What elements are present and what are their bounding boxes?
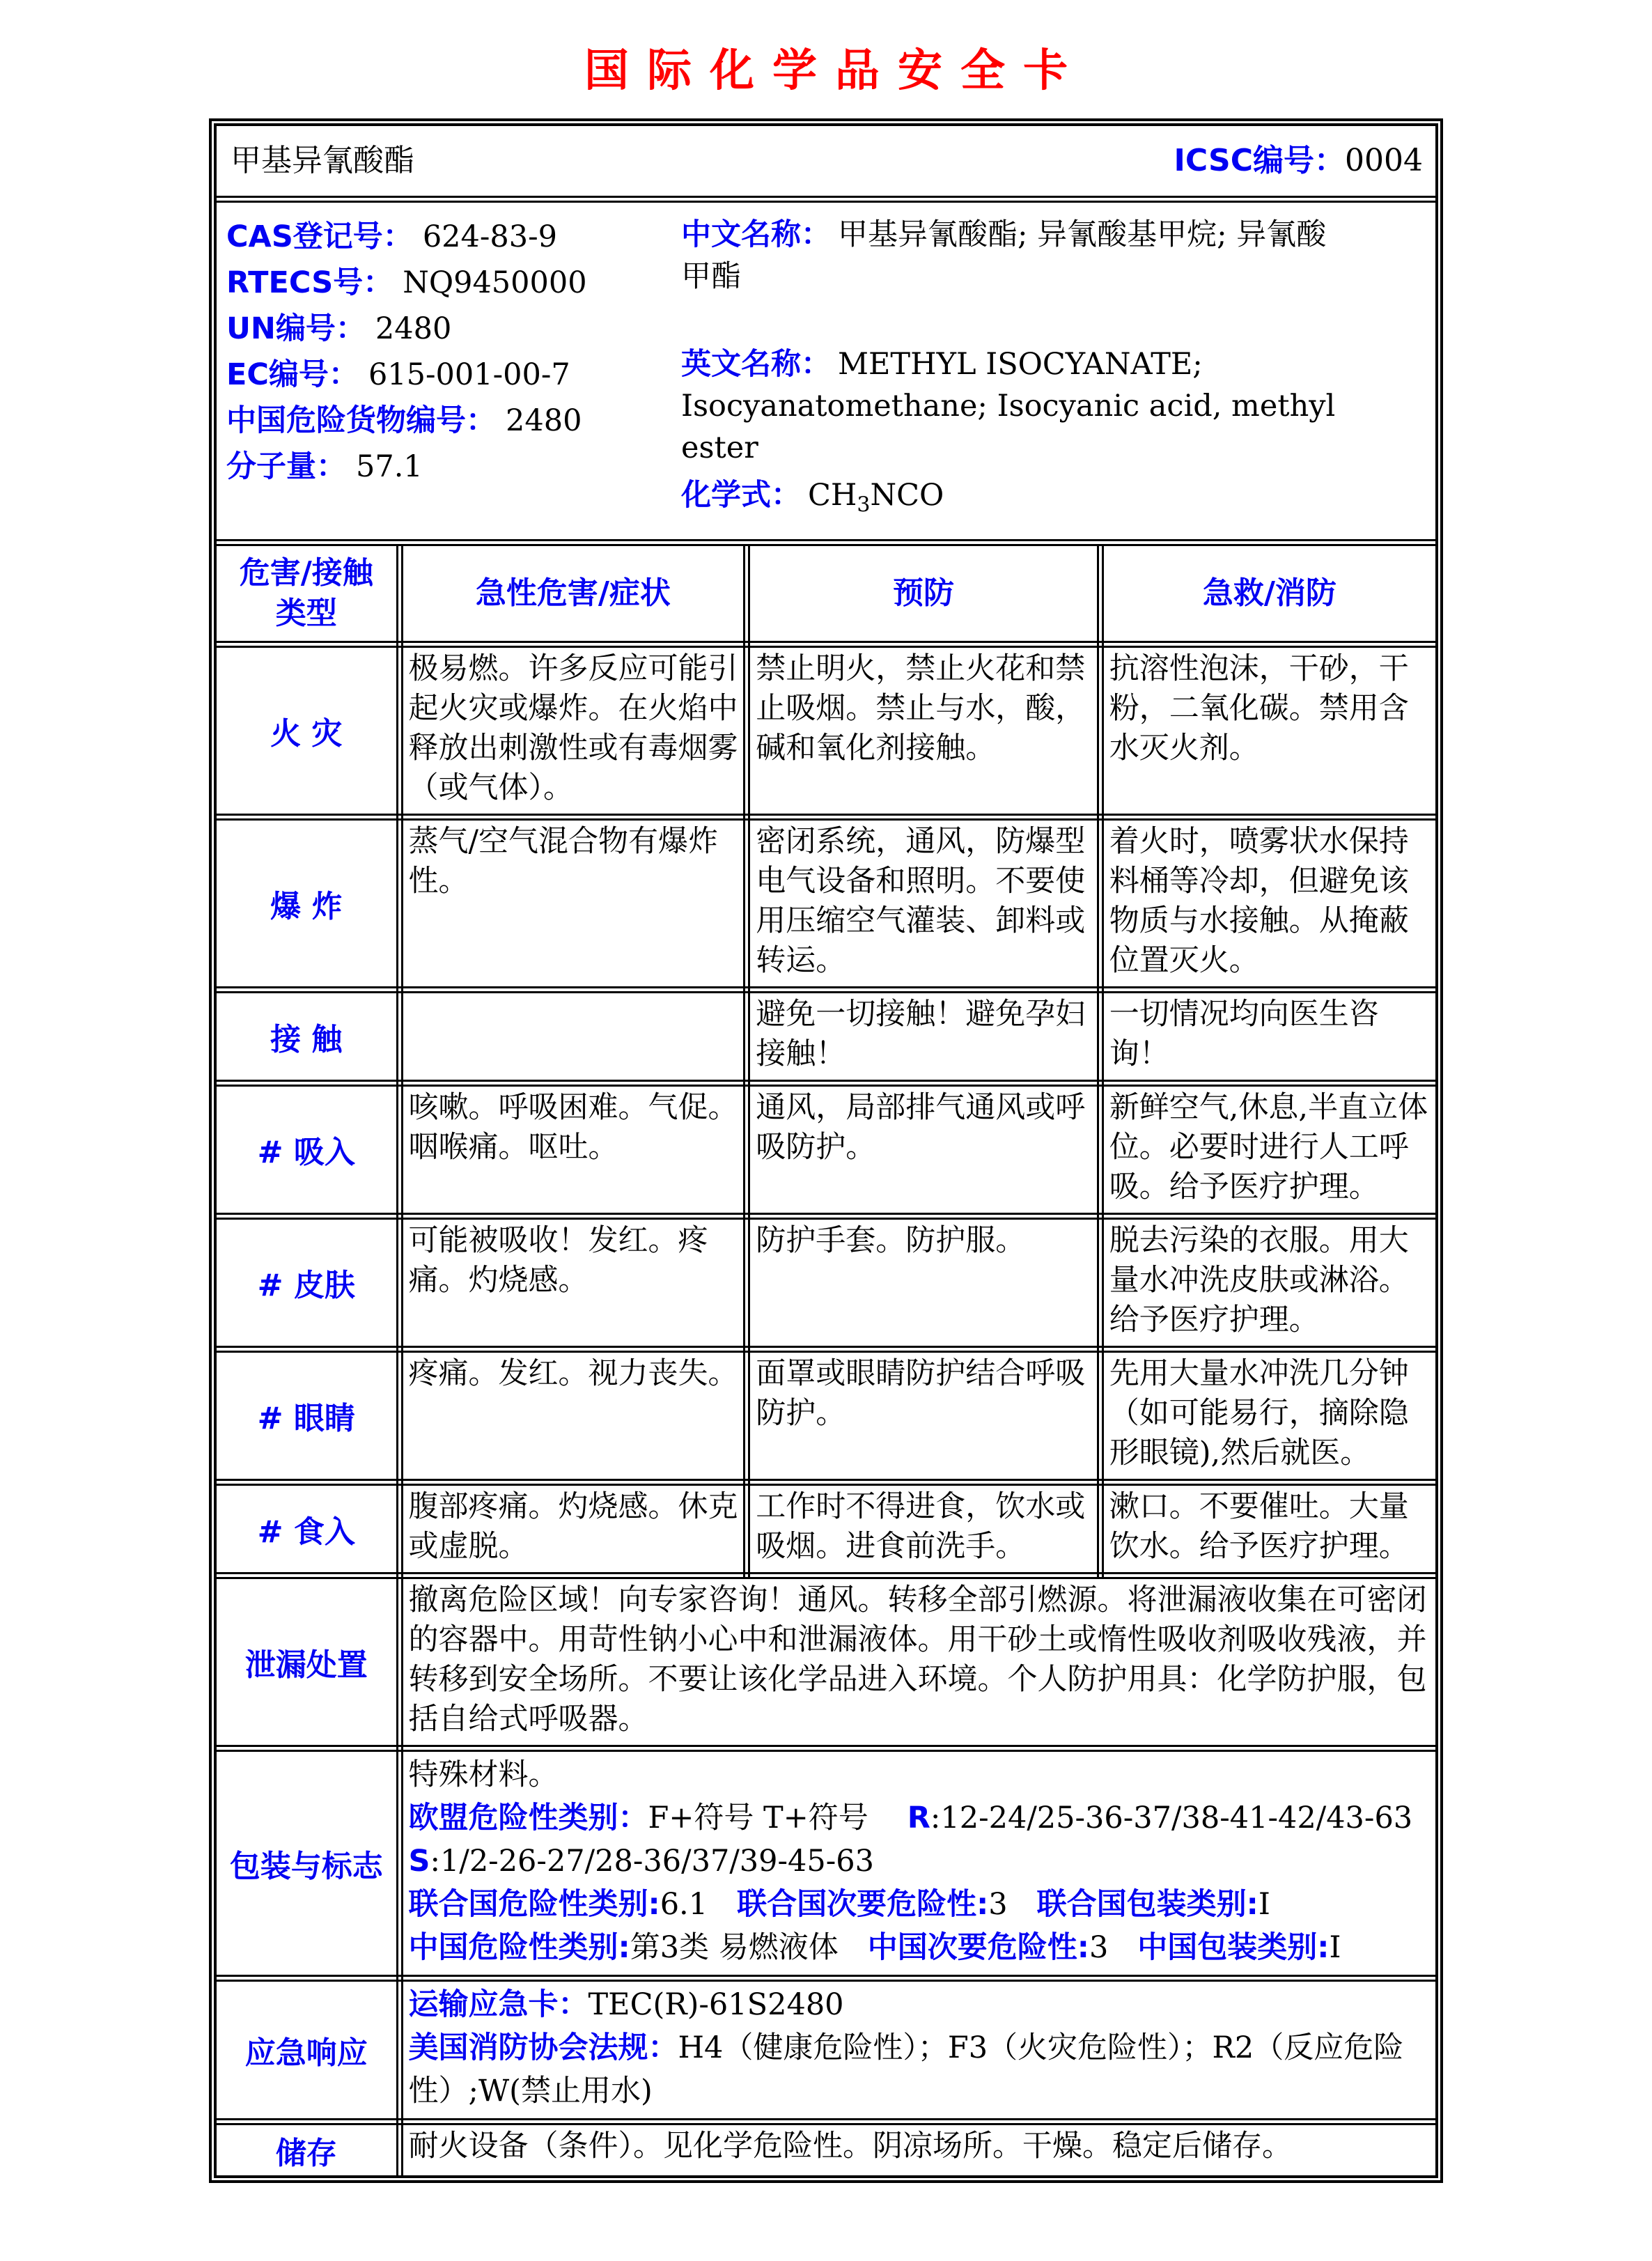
storage-row-label: 储存 <box>217 2122 400 2175</box>
un-subrisk-value: 3 <box>988 1886 1008 1922</box>
packaging-content <box>400 1748 1436 1978</box>
ingestion-symptoms: 腹部疼痛。灼烧感。休克或虚脱。 <box>400 1482 747 1576</box>
rtecs-value: NQ9450000 <box>403 265 587 300</box>
substance-name: 甲基异氰酸酯 <box>231 143 414 178</box>
cas-number-line <box>226 214 674 260</box>
fire-row-label: 火 灾 <box>217 644 400 817</box>
exposure-row <box>217 990 1435 1083</box>
inhalation-row-label: # 吸入 <box>217 1083 400 1216</box>
china-cargo-value: 2480 <box>506 403 582 438</box>
spill-row-label: 泄漏处置 <box>217 1576 400 1748</box>
cn-class-value: 第3类 易燃液体 <box>630 1929 839 1965</box>
spill-instructions: 撤离危险区域！向专家咨询！通风。转移全部引燃源。将泄漏液收集在可密闭的容器中。用苛性钠小心中和泄漏液体。用干砂土或惰性吸收剂吸收残液，并转移到安全场所。不要让该化学品进入环境。个人防护用具：化学防护服，包括自给式呼吸器。 <box>400 1576 1436 1748</box>
page-title: 国际化学品安全卡 <box>584 45 1086 97</box>
safety-card <box>209 118 1443 2183</box>
english-name-label: 英文名称： <box>681 347 831 382</box>
fire-firstaid: 抗溶性泡沫，干砂，干粉，二氧化碳。禁用含水灭火剂。 <box>1100 644 1435 817</box>
explosion-symptoms: 蒸气/空气混合物有爆炸性。 <box>400 817 747 990</box>
skin-prevention: 防护手套。防护服。 <box>747 1216 1100 1349</box>
formula-paragraph <box>681 474 1336 527</box>
inhalation-symptoms: 咳嗽。呼吸困难。气促。咽喉痛。呕吐。 <box>400 1083 747 1216</box>
explosion-prevention: 密闭系统，通风，防爆型电气设备和照明。不要使用压缩空气灌装、卸料或转运。 <box>747 817 1100 990</box>
ec-label: EC编号： <box>226 357 359 392</box>
fire-row <box>217 644 1435 817</box>
ec-number-line <box>226 352 674 398</box>
cn-class-label: 中国危险性类别: <box>408 1929 630 1965</box>
un-class-label: 联合国危险性类别: <box>408 1886 660 1922</box>
tec-label: 运输应急卡： <box>408 1987 589 2022</box>
cas-value: 624-83-9 <box>422 219 558 254</box>
storage-row <box>217 2122 1435 2175</box>
cn-packgroup-label: 中国包装类别: <box>1137 1929 1330 1965</box>
chinese-name-value: 甲基异氰酸酯; 异氰酸基甲烷; 异氰酸甲酯 <box>681 217 1327 294</box>
header-acute-symptoms: 急性危害/症状 <box>400 546 747 644</box>
inhalation-prevention: 通风，局部排气通风或呼吸防护。 <box>747 1083 1100 1216</box>
ingestion-row-label: # 食入 <box>217 1482 400 1576</box>
inhalation-firstaid: 新鲜空气,休息,半直立体位。必要时进行人工呼吸。给予医疗护理。 <box>1100 1083 1435 1216</box>
un-value: 2480 <box>375 311 452 346</box>
english-name-value: METHYL ISOCYANATE; Isocyanatomethane; Isocyanic acid, methyl ester <box>681 347 1336 465</box>
eyes-firstaid: 先用大量水冲洗几分钟（如可能易行，摘除隐形眼镜),然后就医。 <box>1100 1349 1435 1482</box>
hazard-table-header-row <box>217 546 1435 644</box>
spill-row <box>217 1576 1435 1748</box>
emergency-content <box>400 1978 1436 2122</box>
ingestion-prevention: 工作时不得进食，饮水或吸烟。进食前洗手。 <box>747 1482 1100 1576</box>
icsc-label: ICSC编号： <box>1174 143 1346 178</box>
skin-row <box>217 1216 1435 1349</box>
ec-value: 615-001-00-7 <box>368 357 570 392</box>
card-header-row <box>217 126 1435 203</box>
un-subrisk-label: 联合国次要危险性: <box>737 1886 989 1922</box>
fire-symptoms: 极易燃。许多反应可能引起火灾或爆炸。在火焰中释放出刺激性或有毒烟雾（或气体）。 <box>400 644 747 817</box>
eyes-prevention: 面罩或眼睛防护结合呼吸防护。 <box>747 1349 1100 1482</box>
packaging-un-line <box>409 1883 1432 1926</box>
fire-prevention: 禁止明火，禁止火花和禁止吸烟。禁止与水，酸，碱和氧化剂接触。 <box>747 644 1100 817</box>
formula-value: $CH_3NCO$ <box>808 478 944 518</box>
chinese-name-paragraph <box>681 214 1336 297</box>
cas-label: CAS登记号： <box>226 219 413 254</box>
nfpa-value: H4（健康危险性）；F3（火灾危险性）；R2（反应危险性）;W(禁止用水) <box>408 2030 1404 2108</box>
molecular-weight-label: 分子量： <box>226 449 346 484</box>
packaging-row <box>217 1748 1435 1978</box>
molecular-weight-value: 57.1 <box>356 449 423 484</box>
chinese-name-label: 中文名称： <box>681 217 831 252</box>
emergency-response-row <box>217 1978 1435 2122</box>
packaging-row-label: 包装与标志 <box>217 1748 400 1978</box>
explosion-row <box>217 817 1435 990</box>
formula-label: 化学式： <box>681 478 801 513</box>
tec-value: TEC(R)-61S2480 <box>588 1987 844 2022</box>
skin-row-label: # 皮肤 <box>217 1216 400 1349</box>
r-phrases-label: R <box>907 1800 930 1835</box>
icsc-number: 0004 <box>1345 143 1423 178</box>
eu-class-label: 欧盟危险性类别： <box>408 1800 648 1835</box>
un-class-value: 6.1 <box>660 1886 708 1922</box>
s-phrases-value: :1/2-26-27/28-36/37/39-45-63 <box>430 1843 875 1879</box>
cn-packgroup-value: I <box>1329 1929 1341 1965</box>
eu-class-value: F+符号 T+符号 <box>648 1800 868 1835</box>
exposure-firstaid: 一切情况均向医生咨询！ <box>1100 990 1435 1083</box>
un-packgroup-value: I <box>1258 1886 1270 1922</box>
rtecs-label: RTECS号： <box>226 265 393 300</box>
packaging-eu-line <box>409 1796 1432 1840</box>
packaging-cn-line <box>409 1926 1432 1969</box>
names-block <box>680 214 1435 527</box>
un-number-line <box>226 306 674 352</box>
s-phrases-label: S <box>408 1843 430 1879</box>
header-hazard-type: 危害/接触 类型 <box>217 546 400 644</box>
eyes-row-label: # 眼睛 <box>217 1349 400 1482</box>
identification-section <box>217 203 1435 546</box>
inhalation-row <box>217 1083 1435 1216</box>
packaging-s-line <box>409 1840 1432 1883</box>
china-cargo-label: 中国危险货物编号： <box>226 403 496 438</box>
r-phrases-value: :12-24/25-36-37/38-41-42/43-63 <box>930 1800 1413 1835</box>
rtecs-number-line <box>226 260 674 306</box>
ingestion-row <box>217 1482 1435 1576</box>
explosion-row-label: 爆 炸 <box>217 817 400 990</box>
skin-firstaid: 脱去污染的衣服。用大量水冲洗皮肤或淋浴。给予医疗护理。 <box>1100 1216 1435 1349</box>
skin-symptoms: 可能被吸收！发红。疼痛。灼烧感。 <box>400 1216 747 1349</box>
exposure-symptoms <box>400 990 747 1083</box>
cn-subrisk-value: 3 <box>1089 1929 1109 1965</box>
storage-instructions: 耐火设备（条件）。见化学危险性。阴凉场所。干燥。稳定后储存。 <box>400 2122 1436 2175</box>
nfpa-line <box>409 2026 1432 2113</box>
exposure-prevention: 避免一切接触！避免孕妇接触！ <box>747 990 1100 1083</box>
header-prevention: 预防 <box>747 546 1100 644</box>
header-firstaid-firefighting: 急救/消防 <box>1100 546 1435 644</box>
emergency-row-label: 应急响应 <box>217 1978 400 2122</box>
icsc-number-group <box>1174 141 1423 180</box>
packaging-special-line: 特殊材料。 <box>408 1757 559 1792</box>
exposure-row-label: 接 触 <box>217 990 400 1083</box>
eyes-symptoms: 疼痛。发红。视力丧失。 <box>400 1349 747 1482</box>
english-name-paragraph <box>681 343 1336 469</box>
nfpa-label: 美国消防协会法规： <box>408 2030 678 2065</box>
cn-subrisk-label: 中国次要危险性: <box>867 1929 1089 1965</box>
ingestion-firstaid: 漱口。不要催吐。大量饮水。给予医疗护理。 <box>1100 1482 1435 1576</box>
hazard-table <box>217 546 1435 2175</box>
china-cargo-number-line <box>226 398 674 444</box>
un-label: UN编号： <box>226 311 366 346</box>
un-packgroup-label: 联合国包装类别: <box>1036 1886 1259 1922</box>
eyes-row <box>217 1349 1435 1482</box>
identifier-list <box>217 214 680 527</box>
explosion-firstaid: 着火时，喷雾状水保持料桶等冷却，但避免该物质与水接触。从掩蔽位置灭火。 <box>1100 817 1435 990</box>
transport-emergency-card-line <box>409 1983 1432 2026</box>
molecular-weight-line <box>226 444 674 490</box>
